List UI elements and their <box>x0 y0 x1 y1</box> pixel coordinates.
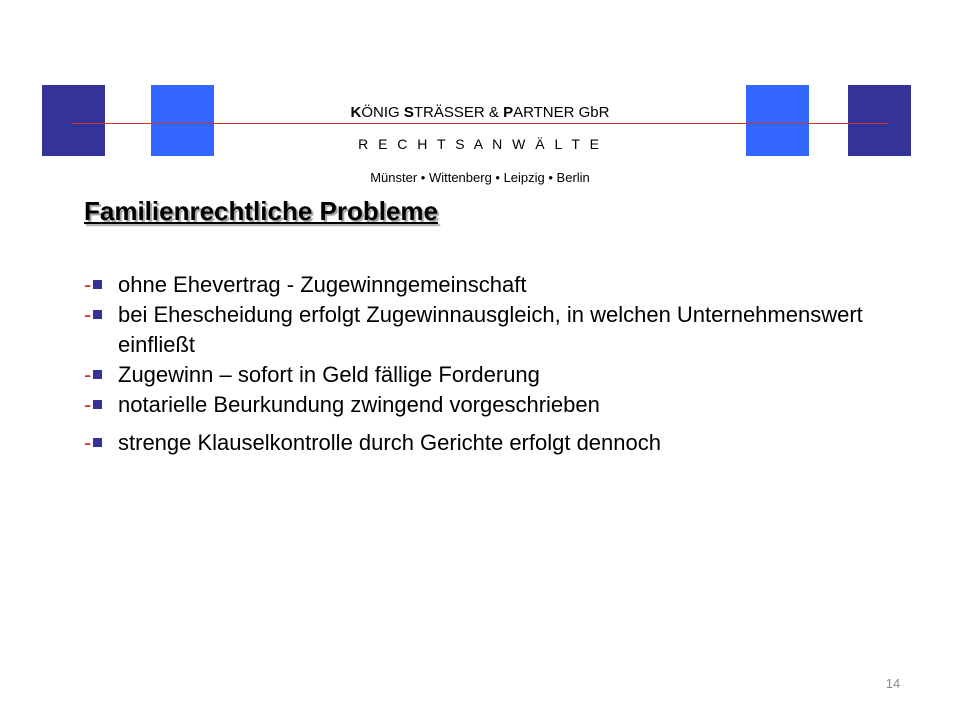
firm-initial-s: S <box>403 104 414 121</box>
bullet-text: strenge Klauselkontrolle durch Gerichte erfolgt dennoch <box>118 430 661 455</box>
firm-name-part: ARTNER GbR <box>513 104 610 121</box>
bullet-item <box>84 270 904 300</box>
bullet-text: Zugewinn – sofort in Geld fällige Forderung <box>118 362 540 387</box>
firm-locations: Münster • Wittenberg • Leipzig • Berlin <box>370 170 590 185</box>
bullet-marker: - <box>84 390 118 420</box>
header-square-right-light <box>746 85 809 156</box>
bullet-text: bei Ehescheidung erfolgt Zugewinnausgleich, in welchen Unternehmenswert einfließt <box>118 302 863 357</box>
bullet-marker: - <box>84 428 118 458</box>
bullet-list <box>84 270 904 458</box>
bullet-item <box>84 360 904 390</box>
firm-name-part: TRÄSSER & <box>413 104 504 121</box>
firm-initial-p: P <box>503 104 514 121</box>
firm-name <box>214 104 746 121</box>
bullet-text: ohne Ehevertrag - Zugewinngemeinschaft <box>118 272 527 297</box>
bullet-text: notarielle Beurkundung zwingend vorgeschrieben <box>118 392 600 417</box>
bullet-marker: - <box>84 360 118 390</box>
bullet-item <box>84 390 904 420</box>
bullet-item <box>84 300 904 360</box>
header-square-left-dark <box>42 85 105 156</box>
firm-subtitle: R E C H T S A N W Ä L T E <box>358 136 602 152</box>
firm-initial-k: K <box>350 104 362 121</box>
firm-name-part: ÖNIG <box>361 104 404 121</box>
page-number: 14 <box>885 676 901 691</box>
bullet-item <box>84 428 904 458</box>
header-square-right-dark <box>848 85 911 156</box>
bullet-marker: - <box>84 300 118 330</box>
slide-title: Familienrechtliche Probleme <box>84 196 439 226</box>
header-divider-line <box>72 123 888 124</box>
bullet-marker: - <box>84 270 118 300</box>
header-square-left-light <box>151 85 214 156</box>
